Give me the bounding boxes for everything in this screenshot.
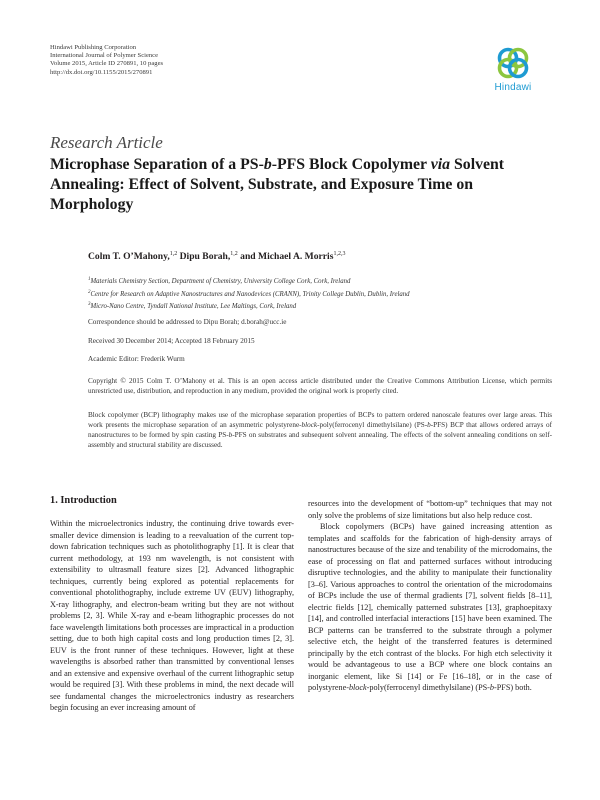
journal-line: International Journal of Polymer Science xyxy=(50,52,159,60)
title-part: Microphase Separation of a PS- xyxy=(50,156,264,173)
abstract-italic: block xyxy=(301,421,318,429)
volume-line: Volume 2015, Article ID 270891, 10 pages xyxy=(50,60,164,68)
abstract-text: Block copolymer (BCP) lithography makes use of the microphase separation properties of BCPs to pattern ordered nanoscale features over large areas. This work presents the microphase separation of an asymmetric polystyrene- xyxy=(88,411,552,429)
paragraph-italic: b xyxy=(489,683,494,692)
paragraph-text: -PFS) both. xyxy=(494,683,532,692)
publisher-line: Hindawi Publishing Corporation xyxy=(50,44,137,51)
hindawi-logo xyxy=(490,46,536,108)
copyright-notice: Copyright © 2015 Colm T. O’Mahony et al. This is an open access article distributed under the Creative Commons Attribution License, which permits unrestricted use, distribution, and reproduction in any medium, provided the original work is properly cited. xyxy=(88,377,552,395)
affiliation-text: Materials Chemistry Section, Department of Chemistry, University College Cork, Cork, Ireland xyxy=(90,278,351,285)
correspondence: Correspondence should be addressed to Dipu Borah; d.borah@ucc.ie xyxy=(88,318,287,326)
abstract-italic: b xyxy=(228,431,233,439)
affiliation-text: Micro-Nano Centre, Tyndall National Institute, Lee Maltings, Cork, Ireland xyxy=(90,303,297,310)
paragraph-italic: block xyxy=(348,683,367,692)
author-name[interactable]: Dipu Borah, xyxy=(177,251,231,262)
journal-metadata xyxy=(50,44,163,77)
intro-paragraph xyxy=(308,521,552,694)
paragraph-text: -poly(ferrocenyl dimethylsilane) (PS- xyxy=(366,683,490,692)
affiliation-item xyxy=(88,288,410,301)
doi-link[interactable]: http://dx.doi.org/10.1155/2015/270891 xyxy=(50,68,153,76)
affiliation-item xyxy=(88,275,410,288)
intro-paragraph: resources into the development of “bottom-up” techniques that may not only solve the problems of size limitations but also help reduce cost. xyxy=(308,499,552,520)
hindawi-logo-icon xyxy=(496,46,530,80)
author-name[interactable]: and Michael A. Morris xyxy=(237,251,334,262)
title-part: -PFS Block Copolymer xyxy=(271,156,431,173)
affiliation-marker: 1 xyxy=(88,277,91,282)
article-type: Research Article xyxy=(50,133,163,152)
affiliations xyxy=(88,275,410,313)
title-italic-b: b xyxy=(263,156,272,173)
affiliation-marker: 3 xyxy=(88,302,91,307)
author-name[interactable]: Colm T. O’Mahony, xyxy=(88,251,170,262)
section-heading-introduction: 1. Introduction xyxy=(50,495,117,506)
author-list xyxy=(88,251,345,262)
affiliation-marker: 2 xyxy=(88,289,91,295)
abstract-italic: b xyxy=(427,421,431,429)
affiliation-text: Centre for Research on Adaptive Nanostructures and Nanodevices (CRANN), Trinity College Dublin, Dublin, Ireland xyxy=(90,290,410,298)
hindawi-logo-text: Hindawi xyxy=(494,82,532,93)
abstract xyxy=(88,410,552,450)
intro-paragraph: Within the microelectronics industry, the continuing drive towards ever-smaller device dimension is leading to a reevaluation of the current top-down fabrication techniques such as photolithography [1]. It is clear that current methodology, at 193 nm wavelength, is not consistent with extensibility to ultrasmall feature sizes [2]. Advanced lithographic techniques, currently being explored as potential replacements for conventional photolithography, include extreme UV (EUV) lithography, X-ray lithography, and electron-beam writing but they are not without problems [2, 3]. While X-ray and e-beam lithographic processes do not face wavelength limitations both processes are impractical in a production setting, due to both high capital costs and long production times [2, 3]. EUV is the front runner of these techniques. However, light at these wavelengths is absorbed rather than transmitted by conventional lenses and an extensive and expensive overhaul of the current lithographic setup would be required [3]. With these problems in mind, the next decade will see fundamental changes the microelectronics industry as researchers begin focusing an ever increasing amount of xyxy=(50,519,294,712)
title-italic-via: via xyxy=(430,156,451,173)
paragraph-text: Block copolymers (BCPs) have gained increasing attention as templates and scaffolds for the fabrication of high-density arrays of nanostructures because of the size and tenability of the microdomains, the ease of processing on flat and patterned surfaces without introducing disruptive technologies, and the ability to manipulate their functionality [3–6]. Various approaches to control the orientation of the microdomains of BCPs include the use of thermal gradients [7], solvent fields [8–11], electric fields [12], chemically patterned substrates [13], graphoepitaxy [14], and controlled interfacial interactions [15] have been examined. The BCP patterns can be transferred to the substrate through a polymer selective etch, the height of the transferred features is determined principally by the etch contrast of the blocks. For high etch selectivity it would be advantageous to use a BCP where one block contains an inorganic element, like Si [14] or Fe [16–18], or in the case of polystyrene- xyxy=(308,522,552,692)
author-affiliation-marker: 1,2,3 xyxy=(333,251,346,257)
received-dates: Received 30 December 2014; Accepted 18 February 2015 xyxy=(88,337,255,345)
academic-editor: Academic Editor: Frederik Wurm xyxy=(88,355,185,363)
title-part: Solvent Annealing: Effect of Solvent, Substrate, and Exposure Time on Morphology xyxy=(50,156,505,213)
right-column xyxy=(308,498,552,694)
article-title xyxy=(50,155,560,215)
affiliation-item xyxy=(88,300,410,313)
left-column xyxy=(50,518,294,714)
abstract-text: -PFS) BCP that allows ordered arrays of nanostructures to be formed by spin casting PS- xyxy=(88,421,552,439)
author-affiliation-marker: 1,2 xyxy=(230,251,238,257)
abstract-text: -poly(ferrocenyl dimethylsilane) (PS- xyxy=(317,421,428,429)
abstract-text: -PFS on substrates and subsequent solvent annealing. The effects of the solvent annealing conditions on self-assembly and structural stability are discussed. xyxy=(88,431,552,449)
author-affiliation-marker: 1,2 xyxy=(169,251,178,257)
